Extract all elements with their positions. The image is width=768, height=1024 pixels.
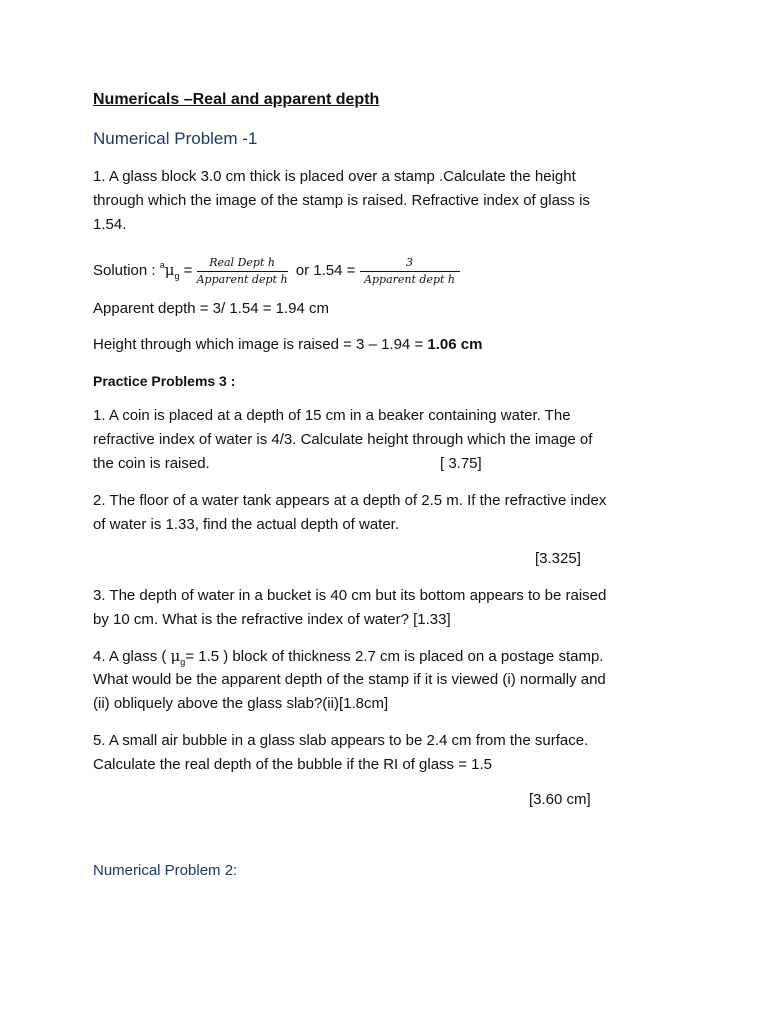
solution-label: Solution : [93,262,156,279]
height-raised-value: 1.06 cm [427,336,483,353]
mu-subscript: g [180,657,186,667]
fraction-numerator: 3 [360,256,460,272]
mu-superscript: a [159,260,165,270]
practice-p1-line: refractive index of water is 4/3. Calculate height through which the image of [93,431,593,448]
section-heading-problem-1: Numerical Problem -1 [93,129,258,148]
practice-p1-line: 1. A coin is placed at a depth of 15 cm in a beaker containing water. The [93,407,571,424]
fraction-three-over-apparent [360,256,460,287]
problem1-statement-line: through which the image of the stamp is raised. Refractive index of glass is [93,192,590,209]
practice-p4-line: (ii) obliquely above the glass slab?(ii)[1.8cm] [93,695,389,712]
practice-p4-text-end: = 1.5 ) block of thickness 2.7 cm is placed on a postage stamp. [185,648,604,665]
practice-p2-line: of water is 1.33, find the actual depth of water. [93,516,400,533]
practice-p5-answer: [3.60 cm] [529,791,591,808]
document-title: Numericals –Real and apparent depth [93,91,380,108]
practice-p2-answer: [3.325] [535,550,581,567]
practice-p4-line: What would be the apparent depth of the stamp if it is viewed (i) normally and [93,671,606,688]
fraction-real-over-apparent [197,256,288,287]
practice-p5-line: Calculate the real depth of the bubble if the RI of glass = 1.5 [93,756,493,773]
or-text: or 1.54 = [295,262,356,279]
solution-formula [93,248,460,293]
practice-p5-line: 5. A small air bubble in a glass slab appears to be 2.4 cm from the surface. [93,732,589,749]
practice-p2-line: 2. The floor of a water tank appears at a depth of 2.5 m. If the refractive index [93,492,607,509]
problem1-statement-line: 1. A glass block 3.0 cm thick is placed over a stamp .Calculate the height [93,168,576,185]
practice-p1-line: the coin is raised. [93,455,210,472]
practice-p4-text-start: 4. A glass ( [93,648,171,665]
practice-p3-line: by 10 cm. What is the refractive index of water? [1.33] [93,611,451,628]
apparent-depth-result: Apparent depth = 3/ 1.54 = 1.94 cm [93,300,330,317]
height-raised-text: Height through which image is raised = 3 – 1.94 = [93,336,428,353]
mu-symbol: μ [170,647,181,665]
section-heading-problem-2: Numerical Problem 2: [93,862,238,879]
fraction-denominator: Apparent dept h [196,272,288,286]
problem1-statement-line: 1.54. [93,216,127,233]
practice-p1-answer: [ 3.75] [440,455,482,472]
practice-problems-heading: Practice Problems 3 : [93,373,236,389]
equals-sign: = [183,262,193,279]
practice-p4-line [93,647,603,671]
practice-p3-line: 3. The depth of water in a bucket is 40 cm but its bottom appears to be raised [93,587,607,604]
mu-symbol: μ [164,261,175,279]
height-raised-result [93,336,482,354]
fraction-numerator: Real Dept h [197,256,288,272]
mu-subscript: g [174,271,180,281]
fraction-denominator: Apparent dept h [364,272,456,286]
